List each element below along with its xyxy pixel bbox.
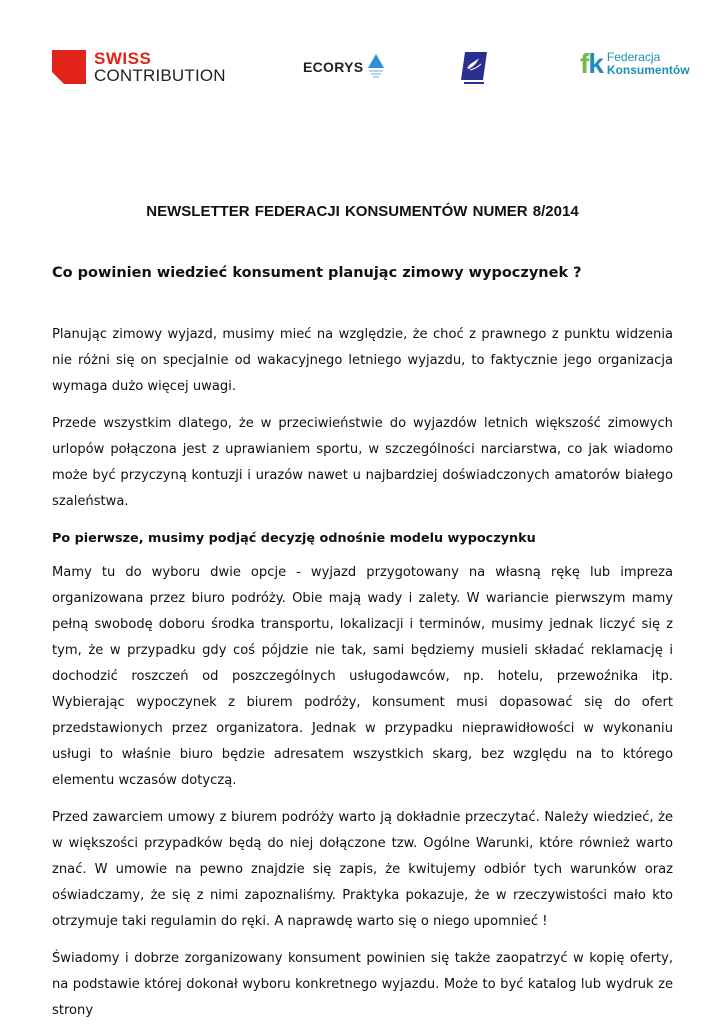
paragraph: Planując zimowy wyjazd, musimy mieć na względzie, że choć z prawnego z punktu widzenia nie różni się on specjalnie od wakacyjnego letniego wyjazdu, to faktycznie jego organizacja wymaga dużo więcej uwagi. xyxy=(52,327,673,394)
paragraph: Przed zawarciem umowy z biurem podróży warto ją dokładnie przeczytać. Należy wiedzieć, że w większości przypadków będą do niej dołączone tzw. Ogólne Warunki, które również warto znać. W umowie na pewno znajdzie się zapis, że kwitujemy odbiór tych warunków oraz oświadczamy, że się z nimi zapoznaliśmy. Praktyka pokazuje, że w rzeczywistości mało kto otrzymuje taki regulamin do ręki. A naprawdę warto się o niego upomnieć ! xyxy=(52,810,673,929)
newsletter-title: NEWSLETTER FEDERACJI KONSUMENTÓW NUMER 8/2014 xyxy=(146,203,579,220)
paragraph: Świadomy i dobrze zorganizowany konsument powinien się także zaopatrzyć w kopię oferty, na podstawie której dokonał wyboru konkretnego wyjazdu. Może to być katalog lub wydruk ze strony xyxy=(52,951,673,1018)
fk-mark-k: k xyxy=(588,48,603,79)
swiss-flag-icon xyxy=(52,50,86,84)
fk-mark-icon xyxy=(580,50,603,78)
paragraph: Mamy tu do wyboru dwie opcje - wyjazd przygotowany na własną rękę lub impreza organizowana przez biuro podróży. Obie mają wady i zalety. W wariancie pierwszym mamy pełną swobodę doboru środka transportu, lokalizacji i terminów, musimy jednak liczyć się z tym, że w przypadku gdy coś pójdzie nie tak, sami będziemy musieli składać reklamację i dochodzić roszczeń od poszczególnych usługodawców, np. hotelu, przewoźnika itp. Wybierając wypoczynek z biurem podróży, konsument musi dopasować się do ofert przedstawionych przez organizatora. Jednak w przypadku nieprawidłowości w wykonaniu usługi to właśnie biuro będzie adresatem wszystkich skarg, bez względu na to którego elementu wczasów dotyczą. xyxy=(52,565,673,788)
fk-logo-line1: Federacja xyxy=(606,50,661,64)
swiss-logo-line1: SWISS xyxy=(94,49,152,68)
logo-bar xyxy=(0,44,725,94)
swiss-logo-line2: CONTRIBUTION xyxy=(94,66,226,85)
section-subheading: Po pierwsze, musimy podjąć decyzję odnośnie modelu wypoczynku xyxy=(52,531,536,546)
federacja-konsumentow-logo xyxy=(580,50,690,78)
article-heading: Co powinien wiedzieć konsument planując zimowy wypoczynek ? xyxy=(52,265,582,281)
ecorys-logo xyxy=(303,52,386,82)
bird-emblem-icon xyxy=(460,50,488,86)
swiss-contribution-logo xyxy=(52,50,226,84)
fk-mark-f: f xyxy=(580,48,589,79)
paragraph: Przede wszystkim dlatego, że w przeciwieństwie do wyjazdów letnich większość zimowych urlopów połączona jest z uprawianiem sportu, w szczególności narciarstwa, co jak wiadomo może być przyczyną kontuzji i urazów nawet u najbardziej doświadczonych amatorów białego szaleństwa. xyxy=(52,416,673,509)
ecorys-logo-text: ECORYS xyxy=(303,59,364,75)
ecorys-triangle-icon xyxy=(366,52,386,82)
document-body xyxy=(52,262,673,1035)
fk-logo-line2: Konsumentów xyxy=(606,63,690,77)
